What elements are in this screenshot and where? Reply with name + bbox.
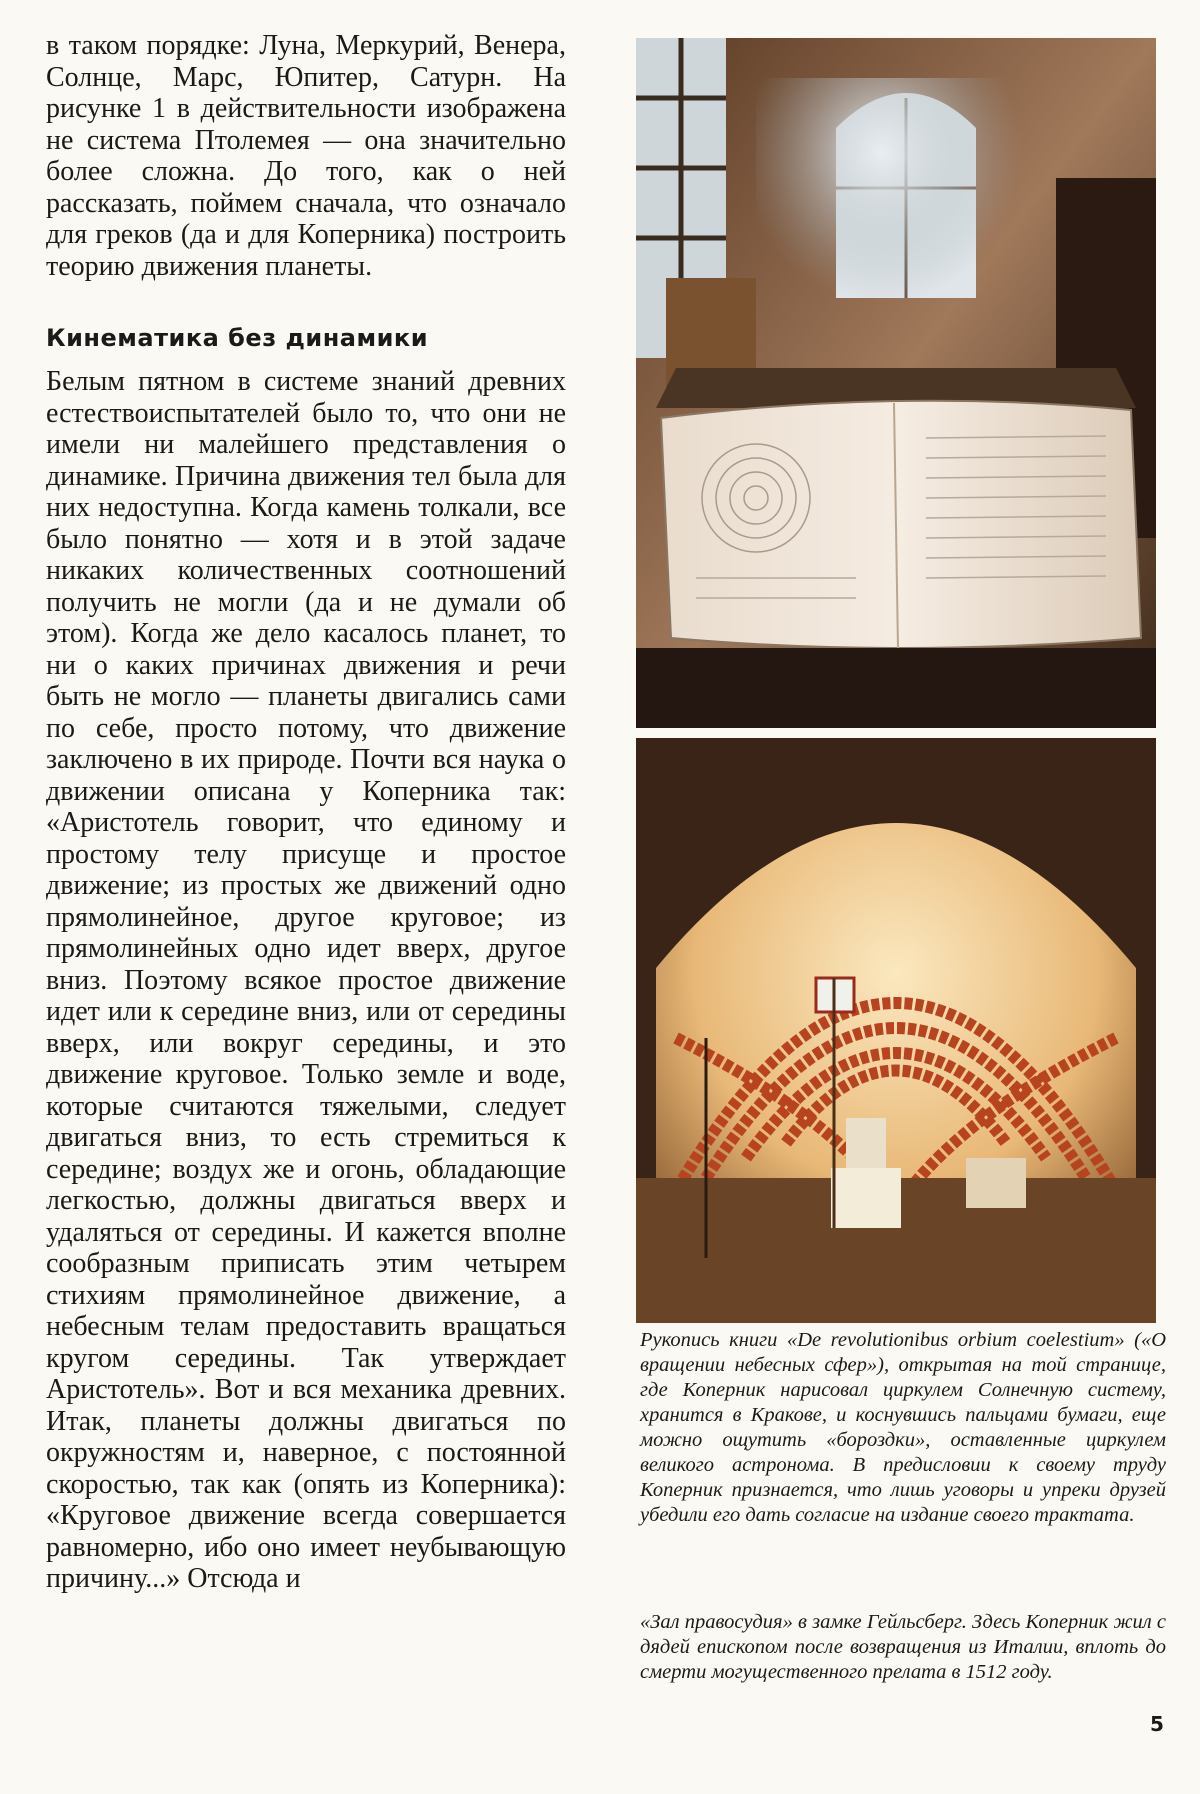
- hall-illustration: [636, 738, 1156, 1323]
- page-number: 5: [1150, 1712, 1164, 1736]
- hall-caption: «Зал правосудия» в замке Гейльсберг. Здесь Коперник жил с дядей епископом после возвращения из Италии, вплоть до смерти могущественного прелата в 1512 году.: [640, 1611, 1166, 1683]
- manuscript-photo: [636, 38, 1156, 728]
- manuscript-illustration: [636, 38, 1156, 728]
- hall-photo: [636, 738, 1156, 1323]
- text-column: [46, 30, 566, 1595]
- body-paragraph: Белым пятном в системе знаний древних естествоиспытателей было то, что они не имели ни малейшего представления о динамике. Причина движения тел была для них недоступна. Когда камень толкали, все было понятно — хотя и в этой задаче никаких количественных соотношений получить не могли (да и не думали об этом). Когда же дело касалось планет, то ни о каких причинах движения и речи быть не могло — планеты двигались сами по себе, просто потому, что движение заключено в их природе. Почти вся наука о движении описана у Коперника так: «Аристотель говорит, что единому и простому телу присуще и простое движение; из простых же движений одно прямолинейное, другое круговое; из прямолинейных одно идет вверх, другое вниз. Поэтому всякое простое движение идет или к середине вниз, или от середины вверх, или вокруг середины, и это движение круговое. Только земле и воде, которые считаются тяжелыми, следует двигаться вниз, то есть стремиться к середине; воздух же и огонь, обладающие легкостью, должны двигаться вверх и удаляться от середины. И кажется вполне сообразным приписать этим четырем стихиям прямолинейное движение, а небесным телам предоставить вращаться кругом середины. Так утверждает Аристотель». Вот и вся механика древних. Итак, планеты должны двигаться по окружностям и, наверное, с постоянной скоростью, так как (опять из Коперника): «Круговое движение всегда совершается равномерно, ибо оно имеет неубывающую причину...» Отсюда и: [46, 366, 566, 1594]
- intro-paragraph: в таком порядке: Луна, Меркурий, Венера, Солнце, Марс, Юпитер, Сатурн. На рисунке 1 в действительности изображена не система Птолемея — она значительно более сложна. До того, как о ней рассказать, поймем сначала, что означало для греков (да и для Коперника) построить теорию движения планеты.: [46, 30, 566, 282]
- section-heading: Кинематика без динамики: [46, 324, 429, 352]
- manuscript-caption: Рукопись книги «De revolutionibus orbium coelestium» («О вращении небесных сфер»), открытая на той странице, где Коперник нарисовал циркулем Солнечную систему, хранится в Кракове, и коснувшись пальцами бумаги, еще можно ощутить «бороздки», оставленные циркулем великого астронома. В предисловии к своему труду Коперник признается, что лишь уговоры и упреки друзей убедили его дать согласие на издание своего трактата.: [640, 1329, 1166, 1526]
